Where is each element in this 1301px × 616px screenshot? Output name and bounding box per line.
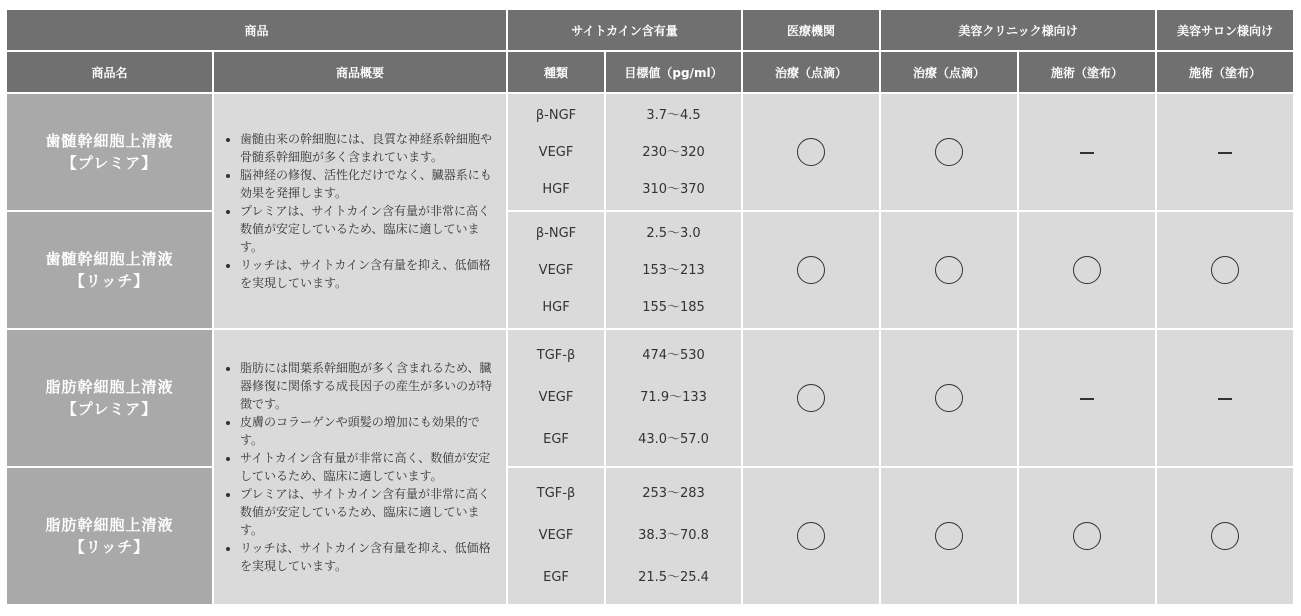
product-row bbox=[7, 212, 1293, 328]
mark-salon-procedure bbox=[1157, 330, 1293, 466]
circle-mark-icon bbox=[935, 522, 963, 550]
summary-item: • プレミアは、サイトカイン含有量が非常に高く数値が安定しているため、臨床に適しています。 bbox=[240, 202, 498, 256]
target-cell bbox=[606, 330, 741, 466]
header-cytokine-group: サイトカイン含有量 bbox=[508, 10, 741, 50]
type-value: VEGF bbox=[538, 390, 574, 405]
circle-mark-icon bbox=[1211, 256, 1239, 284]
product-name-cell bbox=[7, 94, 212, 210]
header-target: 目標値（pg/ml） bbox=[606, 52, 741, 92]
target-value: 153～213 bbox=[642, 262, 705, 278]
product-grade: 【プレミア】 bbox=[61, 154, 158, 172]
target-value: 43.0～57.0 bbox=[638, 432, 709, 447]
header-medical: 医療機関 bbox=[743, 10, 879, 50]
circle-mark-icon bbox=[1073, 256, 1101, 284]
mark-salon-procedure bbox=[1157, 212, 1293, 328]
mark-salon-procedure bbox=[1157, 94, 1293, 210]
product-name: 脂肪幹細胞上清液 bbox=[45, 516, 174, 534]
product-grade: 【プレミア】 bbox=[61, 400, 158, 418]
dash-mark-icon bbox=[1080, 152, 1094, 154]
dash-mark-icon bbox=[1218, 398, 1232, 400]
product-name-cell bbox=[7, 212, 212, 328]
mark-medical-treatment bbox=[743, 212, 879, 328]
product-row bbox=[7, 94, 1293, 210]
circle-mark-icon bbox=[1073, 522, 1101, 550]
header-salon-procedure: 施術（塗布） bbox=[1157, 52, 1293, 92]
header-clinic-treatment: 治療（点滴） bbox=[881, 52, 1017, 92]
target-value: 21.5～25.4 bbox=[638, 570, 709, 585]
type-value: TGF-β bbox=[536, 348, 576, 363]
mark-clinic-procedure bbox=[1019, 330, 1155, 466]
mark-clinic-procedure bbox=[1019, 94, 1155, 210]
target-value: 310～370 bbox=[642, 181, 705, 197]
type-value: VEGF bbox=[538, 528, 574, 543]
mark-clinic-procedure bbox=[1019, 212, 1155, 328]
type-value: VEGF bbox=[538, 262, 574, 278]
header-row-columns bbox=[7, 52, 1293, 92]
header-product-group: 商品 bbox=[7, 10, 506, 50]
product-table bbox=[5, 8, 1295, 606]
product-name: 歯髄幹細胞上清液 bbox=[45, 132, 174, 150]
type-value: EGF bbox=[543, 432, 569, 447]
mark-salon-procedure bbox=[1157, 468, 1293, 604]
circle-mark-icon bbox=[935, 384, 963, 412]
target-cell bbox=[606, 94, 741, 210]
summary-list bbox=[218, 130, 498, 292]
summary-item: • リッチは、サイトカイン含有量を抑え、低価格を実現しています。 bbox=[240, 256, 498, 292]
target-value: 155～185 bbox=[642, 299, 705, 315]
circle-mark-icon bbox=[1211, 522, 1239, 550]
type-value: TGF-β bbox=[536, 486, 576, 501]
type-value: VEGF bbox=[538, 144, 574, 160]
mark-clinic-treatment bbox=[881, 94, 1017, 210]
dash-mark-icon bbox=[1218, 152, 1232, 154]
mark-clinic-procedure bbox=[1019, 468, 1155, 604]
target-value: 253～283 bbox=[642, 486, 705, 501]
summary-item: • サイトカイン含有量が非常に高く、数値が安定しているため、臨床に適しています。 bbox=[240, 449, 498, 485]
header-medical-treatment: 治療（点滴） bbox=[743, 52, 879, 92]
header-product-name: 商品名 bbox=[7, 52, 212, 92]
summary-item: • 歯髄由来の幹細胞には、良質な神経系幹細胞や骨髄系幹細胞が多く含まれています。 bbox=[240, 130, 498, 166]
summary-item: • 脂肪には間葉系幹細胞が多く含まれるため、臓器修復に関係する成長因子の産生が多いのが特徴です。 bbox=[240, 359, 498, 413]
product-grade: 【リッチ】 bbox=[69, 272, 150, 290]
product-row bbox=[7, 468, 1293, 604]
type-cell bbox=[508, 468, 604, 604]
product-grade: 【リッチ】 bbox=[69, 538, 150, 556]
product-summary-dental bbox=[214, 94, 506, 328]
product-name-cell bbox=[7, 468, 212, 604]
summary-item: • 皮膚のコラーゲンや頭髪の増加にも効果的です。 bbox=[240, 413, 498, 449]
summary-list bbox=[218, 359, 498, 575]
target-cell bbox=[606, 212, 741, 328]
mark-medical-treatment bbox=[743, 94, 879, 210]
target-value: 3.7～4.5 bbox=[646, 107, 701, 123]
summary-item: • 脳神経の修復、活性化だけでなく、臓器系にも効果を発揮します。 bbox=[240, 166, 498, 202]
header-salon: 美容サロン様向け bbox=[1157, 10, 1293, 50]
product-name: 歯髄幹細胞上清液 bbox=[45, 250, 174, 268]
summary-item: • プレミアは、サイトカイン含有量が非常に高く数値が安定しているため、臨床に適しています。 bbox=[240, 485, 498, 539]
type-value: β-NGF bbox=[535, 225, 577, 241]
target-value: 71.9～133 bbox=[640, 390, 707, 405]
type-cell bbox=[508, 212, 604, 328]
type-cell bbox=[508, 94, 604, 210]
circle-mark-icon bbox=[797, 256, 825, 284]
mark-clinic-treatment bbox=[881, 468, 1017, 604]
mark-medical-treatment bbox=[743, 468, 879, 604]
header-product-summary: 商品概要 bbox=[214, 52, 506, 92]
target-value: 474～530 bbox=[642, 348, 705, 363]
circle-mark-icon bbox=[935, 256, 963, 284]
product-summary-adipose bbox=[214, 330, 506, 604]
target-value: 38.3～70.8 bbox=[638, 528, 709, 543]
type-cell bbox=[508, 330, 604, 466]
mark-medical-treatment bbox=[743, 330, 879, 466]
summary-item: • リッチは、サイトカイン含有量を抑え、低価格を実現しています。 bbox=[240, 539, 498, 575]
mark-clinic-treatment bbox=[881, 330, 1017, 466]
header-row-groups bbox=[7, 10, 1293, 50]
target-cell bbox=[606, 468, 741, 604]
circle-mark-icon bbox=[935, 138, 963, 166]
product-name: 脂肪幹細胞上清液 bbox=[45, 378, 174, 396]
dash-mark-icon bbox=[1080, 398, 1094, 400]
circle-mark-icon bbox=[797, 384, 825, 412]
product-name-cell bbox=[7, 330, 212, 466]
header-clinic: 美容クリニック様向け bbox=[881, 10, 1155, 50]
type-value: HGF bbox=[542, 181, 570, 197]
header-type: 種類 bbox=[508, 52, 604, 92]
circle-mark-icon bbox=[797, 138, 825, 166]
type-value: HGF bbox=[542, 299, 570, 315]
target-value: 230～320 bbox=[642, 144, 705, 160]
type-value: EGF bbox=[543, 570, 569, 585]
header-clinic-procedure: 施術（塗布） bbox=[1019, 52, 1155, 92]
target-value: 2.5～3.0 bbox=[646, 225, 701, 241]
mark-clinic-treatment bbox=[881, 212, 1017, 328]
circle-mark-icon bbox=[797, 522, 825, 550]
type-value: β-NGF bbox=[535, 107, 577, 123]
product-row bbox=[7, 330, 1293, 466]
